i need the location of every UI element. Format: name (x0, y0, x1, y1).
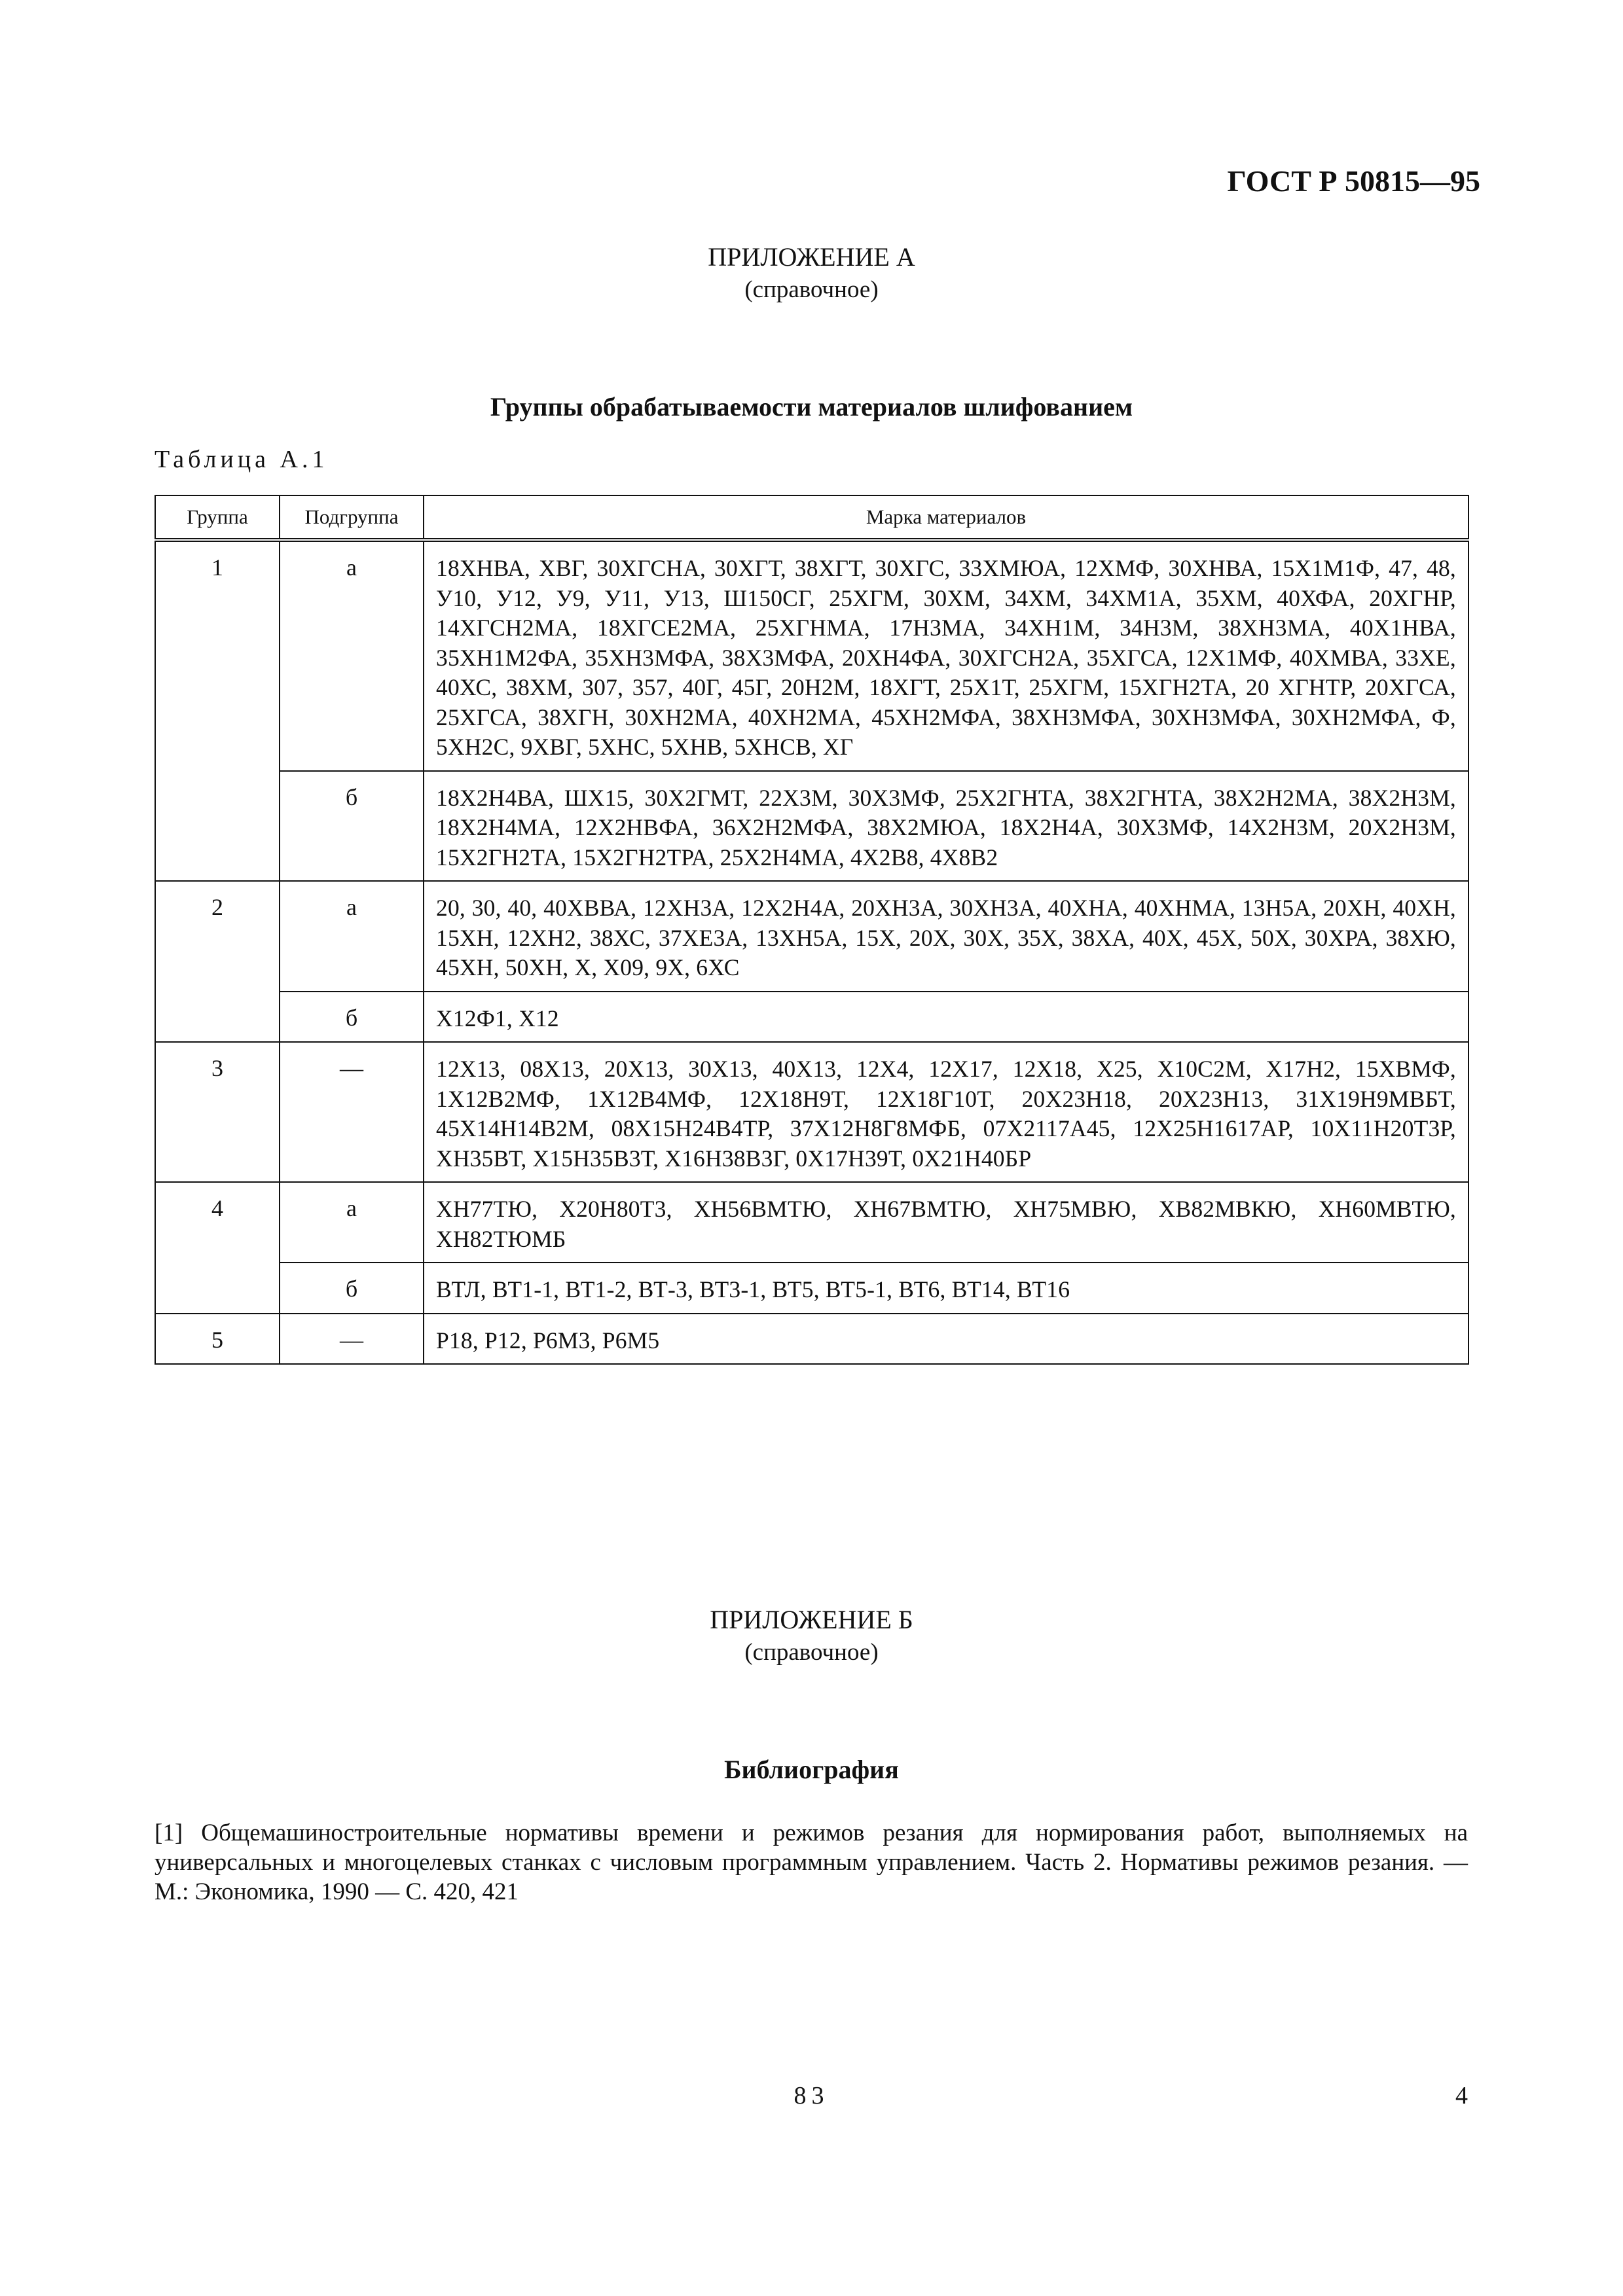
page-number-right: 4 (1455, 2082, 1468, 2109)
appendix-b-title: ПРИЛОЖЕНИЕ Б (710, 1605, 913, 1634)
subgroup-cell: а (280, 881, 424, 992)
bibliography-entry-text: Общемашиностроительные нормативы времени и режимов резания для нормирования работ, выполняемых на универсальных и многоцелевых станках с числовым программным управлением. Часть 2. Нормативы режимов резания. — М.: Экономика, 1990 — С. 420, 421 (155, 1820, 1468, 1905)
materials-cell: 18Х2Н4ВА, ШХ15, 30Х2ГМТ, 22Х3М, 30Х3МФ, 25Х2ГНТА, 38Х2ГНТА, 38Х2Н2МА, 38Х2Н3М, 18Х2Н4МА, 12Х2НВФА, 36Х2Н2МФА, 38Х2МЮА, 18Х2Н4А, 30Х3МФ, 14Х2Н3М, 20Х2Н3М, 15Х2ГН2ТА, 15Х2ГН2ТРА, 25Х2Н4МА, 4Х2В8, 4Х8В2 (424, 771, 1468, 882)
table-header-row (155, 495, 1468, 540)
appendix-a-title-block (0, 241, 1623, 306)
group-cell: 3 (155, 1042, 280, 1182)
group-cell: 4 (155, 1182, 280, 1314)
subgroup-cell: — (280, 1314, 424, 1365)
subgroup-cell: — (280, 1042, 424, 1182)
table-row (155, 1314, 1468, 1365)
header-materials: Марка материалов (424, 495, 1468, 540)
appendix-a-title: ПРИЛОЖЕНИЕ А (708, 242, 915, 272)
header-subgroup: Подгруппа (280, 495, 424, 540)
subgroup-cell: б (280, 1263, 424, 1314)
appendix-a-heading: Группы обрабатываемости материалов шлифованием (490, 392, 1133, 422)
bibliography-entry (155, 1818, 1468, 1907)
group-cell: 5 (155, 1314, 280, 1365)
subgroup-cell: б (280, 771, 424, 882)
materials-cell: 20, 30, 40, 40ХВВА, 12ХН3А, 12Х2Н4А, 20ХН3А, 30ХН3А, 40ХНА, 40ХНМА, 13Н5А, 20ХН, 40ХН, 15ХН, 12ХН2, 38ХС, 37ХЕ3А, 13ХН5А, 15Х, 20Х, 30Х, 35Х, 38ХА, 40Х, 45Х, 50Х, 30ХРА, 38ХЮ, 45ХН, 50ХН, Х, Х09, 9Х, 6ХС (424, 881, 1468, 992)
page-number-center: 83 (793, 2082, 830, 2109)
subgroup-cell: б (280, 992, 424, 1043)
materials-cell: Р18, Р12, Р6М3, Р6М5 (424, 1314, 1468, 1365)
appendix-b-subtitle: (справочное) (744, 1639, 879, 1666)
header-group: Группа (155, 495, 280, 540)
materials-cell: 12Х13, 08Х13, 20Х13, 30Х13, 40Х13, 12Х4, 12Х17, 12Х18, Х25, Х10С2М, Х17Н2, 15ХВМФ, 1Х12В2МФ, 1Х12В4МФ, 12Х18Н9Т, 12Х18Г10Т, 20Х23Н18, 20Х23Н13, 31Х19Н9МВБТ, 45Х14Н14В2М, 08Х15Н24В4ТР, 37Х12Н8Г8МФБ, 07Х2117А45, 12Х25Н1617АР, 10Х11Н20Т3Р, ХН35ВТ, Х15Н35В3Т, Х16Н38В3Г, 0Х17Н39Т, 0Х21Н40БР (424, 1042, 1468, 1182)
materials-cell: ВТЛ, ВТ1-1, ВТ1-2, ВТ-3, ВТ3-1, ВТ5, ВТ5-1, ВТ6, ВТ14, ВТ16 (424, 1263, 1468, 1314)
table-row (155, 771, 1468, 882)
materials-cell: Х12Ф1, Х12 (424, 992, 1468, 1043)
materials-cell: ХН77ТЮ, Х20Н80Т3, ХН56ВМТЮ, ХН67ВМТЮ, ХН75МВЮ, ХВ82МВКЮ, ХН60МВТЮ, ХН82ТЮМБ (424, 1182, 1468, 1263)
materials-table-container (155, 495, 1469, 1365)
table-row (155, 992, 1468, 1043)
subgroup-cell: а (280, 540, 424, 771)
table-row (155, 1182, 1468, 1263)
bibliography-heading: Библиография (724, 1755, 899, 1784)
group-cell: 1 (155, 540, 280, 881)
document-code: ГОСТ Р 50815—95 (1227, 164, 1480, 198)
table-row (155, 881, 1468, 992)
table-row (155, 1263, 1468, 1314)
appendix-b-title-block (0, 1604, 1623, 1669)
appendix-a-subtitle: (справочное) (744, 276, 879, 303)
table-caption: Таблица А.1 (155, 446, 329, 473)
bibliography-entry-number: [1] (155, 1820, 183, 1846)
materials-cell: 18ХНВА, ХВГ, 30ХГСНА, 30ХГТ, 38ХГТ, 30ХГС, 33ХМЮА, 12ХМФ, 30ХНВА, 15Х1М1Ф, 47, 48, У10, У12, У9, У11, У13, Ш150СГ, 25ХГМ, 30ХМ, 34ХМ, 34ХМ1А, 35ХМ, 40ХФА, 20ХГНР, 14ХГСН2МА, 18ХГСЕ2МА, 25ХГНМА, 17Н3МА, 34ХН1М, 34Н3М, 38ХН3МА, 40Х1НВА, 35ХН1М2ФА, 35ХН3МФА, 38Х3МФА, 20ХН4ФА, 30ХГСН2А, 35ХГСА, 12Х1МФ, 40ХМВА, 33ХЕ, 40ХС, 38ХМ, 307, 357, 40Г, 45Г, 20Н2М, 18ХГТ, 25Х1Т, 25ХГМ, 15ХГН2ТА, 20 ХГНТР, 20ХГСА, 25ХГСА, 38ХГН, 30ХН2МА, 40ХН2МА, 45ХН2МФА, 38ХН3МФА, 30ХН3МФА, 30ХН2МФА, Ф, 5ХН2С, 9ХВГ, 5ХНС, 5ХНВ, 5ХНСВ, ХГ (424, 540, 1468, 771)
table-row (155, 540, 1468, 771)
materials-table (155, 495, 1469, 1365)
table-row (155, 1042, 1468, 1182)
group-cell: 2 (155, 881, 280, 1042)
subgroup-cell: а (280, 1182, 424, 1263)
